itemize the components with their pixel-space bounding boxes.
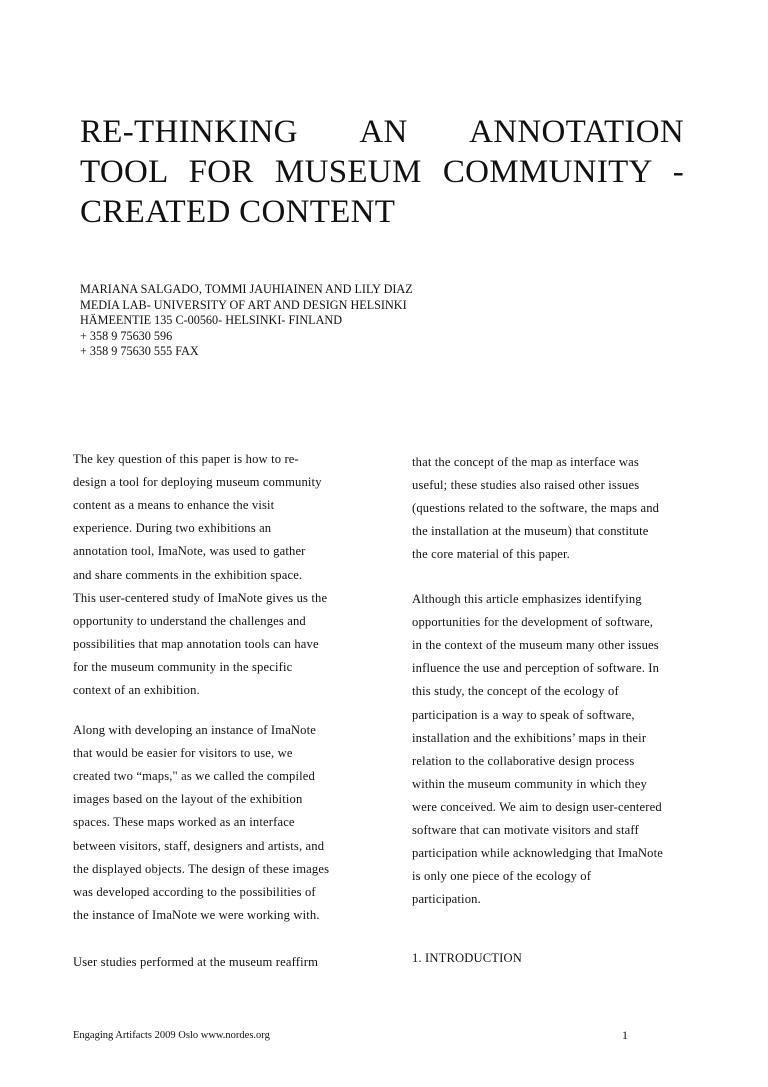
right-column-line: this study, the concept of the ecology of	[412, 684, 619, 699]
left-column-line: possibilities that map annotation tools can have	[73, 636, 319, 651]
footer-citation: Engaging Artifacts 2009 Oslo www.nordes.org	[73, 1030, 270, 1041]
right-column-line: 1. INTRODUCTION	[412, 951, 522, 965]
right-column-line: within the museum community in which they	[412, 776, 647, 791]
right-column-line: the core material of this paper.	[412, 547, 570, 562]
right-column-line: participation.	[412, 892, 481, 907]
left-column-line: This user-centered study of ImaNote gives us the	[73, 590, 328, 605]
author-block	[80, 282, 413, 360]
fax: + 358 9 75630 555 FAX	[80, 344, 199, 358]
left-column-line: was developed according to the possibilities of	[73, 884, 316, 899]
left-column-line: experience. During two exhibitions an	[73, 521, 272, 536]
left-column-line: created two “maps," as we called the compiled	[73, 769, 315, 784]
right-column-line: relation to the collaborative design process	[412, 753, 635, 768]
left-column-line: opportunity to understand the challenges and	[73, 613, 306, 628]
left-column-line: images based on the layout of the exhibition	[73, 792, 303, 807]
author-names: MARIANA SALGADO, TOMMI JAUHIAINEN AND LILY DIAZ	[80, 282, 413, 296]
left-column-line: between visitors, staff, designers and artists, and	[73, 838, 325, 853]
right-column-line: in the context of the museum many other issues	[412, 638, 659, 653]
right-column-line: Although this article emphasizes identifying	[412, 592, 642, 606]
left-column-line: that would be easier for visitors to use, we	[73, 746, 293, 761]
title-line: CREATED CONTENT	[80, 194, 396, 230]
left-column-line: the instance of ImaNote we were working with.	[73, 907, 320, 922]
right-column-line: opportunities for the development of software,	[412, 615, 654, 630]
affiliation: MEDIA LAB- UNIVERSITY OF ART AND DESIGN HELSINKI	[80, 297, 407, 312]
right-column-line: that the concept of the map as interface was	[412, 455, 639, 469]
left-column-line: design a tool for deploying museum community	[73, 475, 322, 490]
left-column-line: for the museum community in the specific	[73, 659, 293, 674]
right-column-line: installation and the exhibitions’ maps in their	[412, 730, 647, 745]
right-column-line: participation is a way to speak of software,	[412, 707, 635, 722]
left-column-line: spaces. These maps worked as an interface	[73, 815, 295, 830]
left-column-line: User studies performed at the museum reaffirm	[73, 955, 319, 969]
title-line: TOOL FOR MUSEUM COMMUNITY -	[80, 154, 684, 190]
paper-title	[80, 112, 684, 232]
left-column-line: content as a means to enhance the visit	[73, 498, 275, 513]
title-line: RE-THINKING AN ANNOTATION	[80, 114, 684, 150]
page-number: 1	[622, 1028, 628, 1042]
right-column-line: useful; these studies also raised other issues	[412, 478, 640, 493]
phone: + 358 9 75630 596	[80, 328, 173, 343]
right-column-line: participation while acknowledging that ImaNote	[412, 846, 664, 861]
right-column-line: were conceived. We aim to design user-centered	[412, 799, 662, 814]
right-column-line: influence the use and perception of software. In	[412, 661, 660, 676]
left-column-line: context of an exhibition.	[73, 683, 200, 697]
right-column-line: is only one piece of the ecology of	[412, 869, 592, 884]
left-column-line: The key question of this paper is how to re-	[73, 452, 299, 466]
left-column-line: the displayed objects. The design of these images	[73, 861, 330, 876]
address: HÄMEENTIE 135 C-00560- HELSINKI- FINLAND	[80, 313, 342, 327]
right-column-line: software that can motivate visitors and staff	[412, 823, 639, 837]
left-column-line: Along with developing an instance of ImaNote	[73, 723, 317, 737]
left-column-line: annotation tool, ImaNote, was used to gather	[73, 544, 306, 559]
right-column-line: the installation at the museum) that constitute	[412, 524, 649, 539]
left-column-line: and share comments in the exhibition space.	[73, 567, 303, 582]
right-column-line: (questions related to the software, the maps and	[412, 501, 660, 516]
